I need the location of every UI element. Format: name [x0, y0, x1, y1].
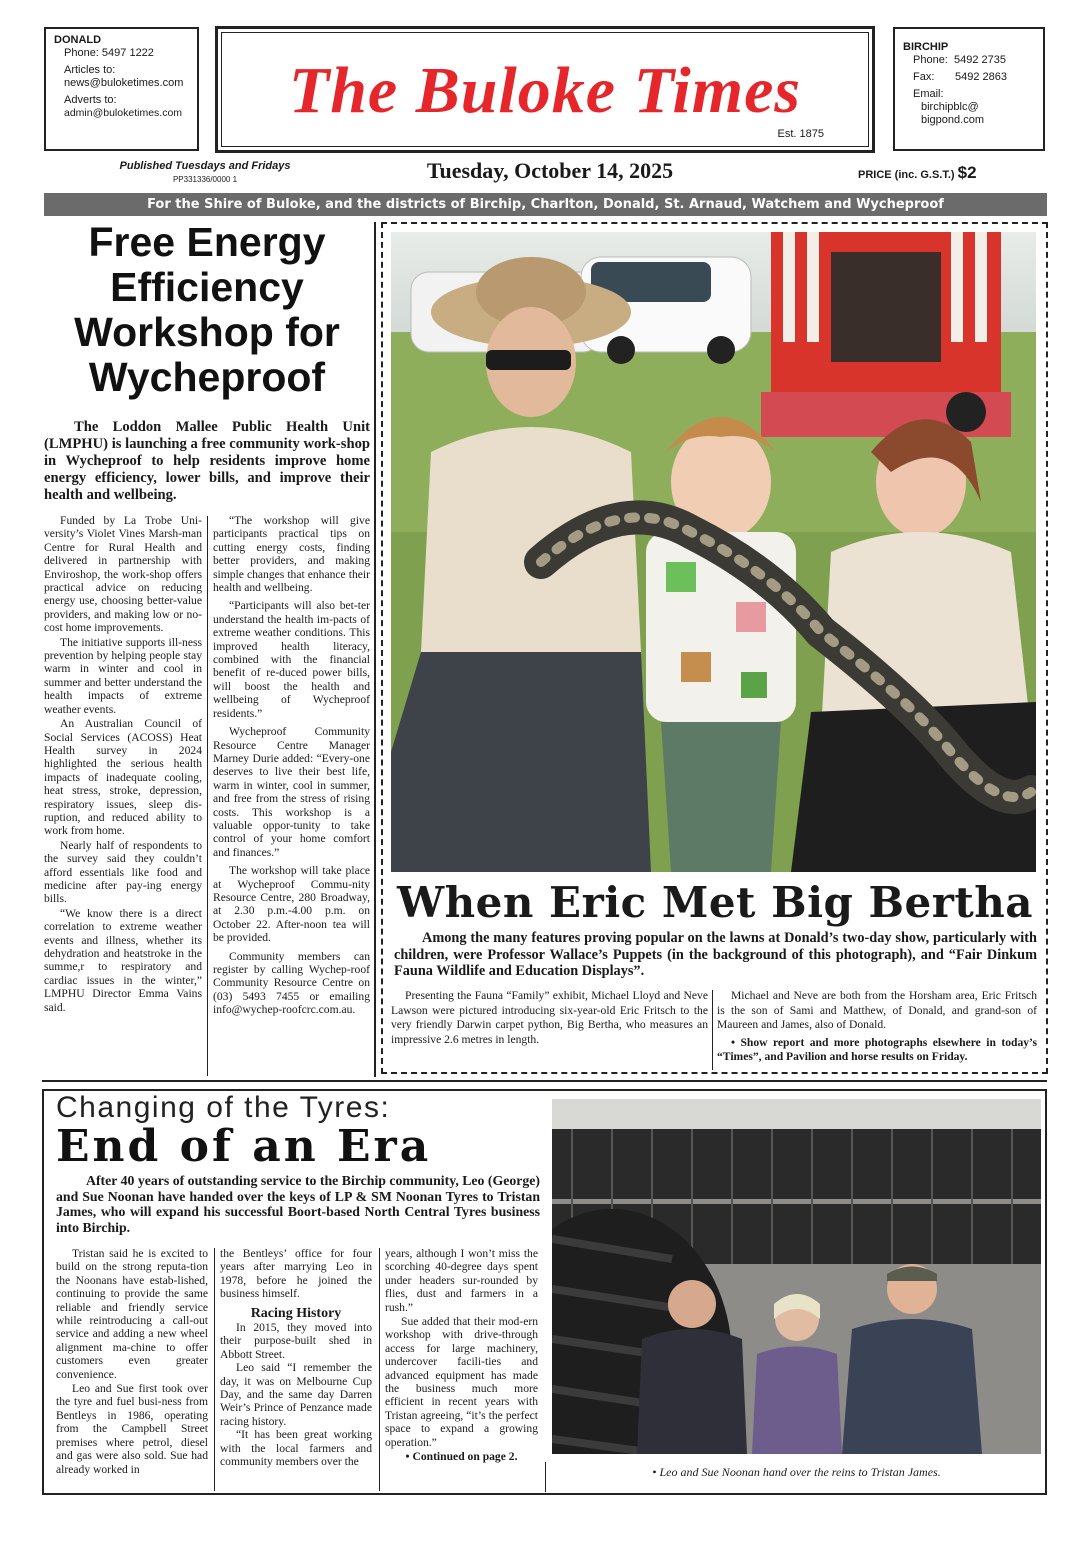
column-divider [214, 1248, 215, 1491]
photo-illustration [552, 1099, 1041, 1454]
donald-contact-box [44, 27, 199, 151]
masthead [215, 26, 875, 153]
feature-headline[interactable]: When Eric Met Big Bertha [396, 878, 1034, 927]
birchip-email-line2[interactable]: bigpond.com [921, 114, 984, 126]
paragraph: Tristan said he is excited to build on the strong reputa-tion the Noonans have estab-lished, continuing to provide the same reliable and friendly service while reintroducing a call-out service and adding a new wheel alignment ma-chine to offer customers even greater convenience. [56, 1247, 208, 1381]
section-divider [374, 222, 376, 1077]
birchip-email-label: Email: [913, 88, 944, 100]
continued-link[interactable]: • Continued on page 2. [405, 1450, 518, 1464]
issue-date: Tuesday, October 14, 2025 [426, 158, 674, 183]
story2-kicker: Changing of the Tyres: [56, 1091, 391, 1124]
feature-intro: Among the many features proving popular on the lawns at Donald’s two-day show, particularly with children, were Professor Wallace’s Puppets (in the background of this photograph), and “Fair Dinkum Fauna Wildlife and Education Displays”. [394, 930, 1037, 979]
column-divider [545, 1462, 546, 1492]
paragraph: the Bentleys’ office for four years after marrying Leo in 1978, before he joined the business himself. [220, 1247, 372, 1301]
story2-headline[interactable]: End of an Era [56, 1121, 432, 1172]
photo-illustration [391, 232, 1036, 872]
tyres-photo-caption: • Leo and Sue Noonan hand over the reins to Tristan James. [652, 1465, 941, 1479]
story2-subhead: Racing History [250, 1305, 342, 1321]
birchip-fax-number: 5492 2863 [955, 71, 1007, 83]
birchip-phone-number: 5492 2735 [954, 54, 1006, 66]
birchip-contact-box [893, 27, 1045, 151]
birchip-email-line1[interactable]: birchipblc@ [921, 101, 979, 113]
story1-column-2 [213, 514, 370, 1017]
donald-adverts-label: Adverts to: [64, 94, 117, 106]
donald-articles-label: Articles to: [64, 64, 116, 76]
paragraph: Community members can register by calling Wychep-roof Community Resource Centre on (03) 5493 7455 or emailing info@wychep-roofcrc.com.au. [213, 949, 370, 1017]
paragraph: years, although I won’t miss the scorching 40-degree days spent under headers sur-rounded by flies, dust and farmers in a rush.” [385, 1247, 538, 1314]
paragraph: “It has been great working with the local farmers and community members over the [220, 1428, 372, 1469]
paragraph: An Australian Council of Social Services (ACOSS) Heat Health survey in 2024 highlighted the serious health impacts of inadequate cooling, heat stress, stroke, depression, respiratory issues, sleep dis-ruption, and reduced ability to work from home. [44, 717, 202, 838]
paragraph: “Participants will also bet-ter understand the health im-pacts of extreme weather conditions. This improved health literacy, combined with the financial benefit of re-duced power bills, will boost the health and wellbeing of Wycheproof residents.” [213, 599, 370, 720]
paragraph: Funded by La Trobe Uni-versity’s Violet Vines Marsh-man Centre for Rural Health and delivered in partnership with Enviroshop, the work-shop offers practical advice on reducing energy use, choosing better-value providers, and making low or no-cost home improvements. [44, 514, 202, 635]
story2-intro: After 40 years of outstanding service to the Birchip community, Leo (George) and Sue Noonan have handed over the keys of LP & SM Noonan Tyres to Tristan James, who will expand his successful Boort-based North Central Tyres business into Birchip. [56, 1173, 540, 1235]
story1-headline[interactable]: Free Energy Efficiency Workshop for Wycheproof [74, 219, 340, 400]
price-amount: $2 [957, 163, 977, 182]
donald-adverts-email[interactable]: admin@buloketimes.com [64, 107, 183, 119]
column-divider [379, 1248, 380, 1491]
donald-articles-email[interactable]: news@buloketimes.com [64, 77, 184, 89]
birchip-phone-label: Phone: [913, 54, 948, 66]
paragraph: “The workshop will give participants practical tips on cutting energy costs, finding better providers, and making simple changes that enhance their health and wellbeing. [213, 514, 370, 595]
birchip-town-label: BIRCHIP [903, 41, 949, 53]
feature-column-2 [717, 989, 1037, 1065]
established-year: Est. 1875 [777, 128, 824, 140]
feature-column-1 [391, 989, 708, 1047]
paragraph: In 2015, they moved into their purpose-built shed in Abbott Street. [220, 1321, 372, 1361]
story2-column-2 [220, 1247, 372, 1469]
paragraph: Wycheproof Community Resource Centre Manager Marney Durie added: “Every-one deserves to live their best life, warm in winter, cool in summer, and free from the stress of rising costs. This workshop is a valuable oppor-tunity to take control of your home comfort and finances.” [213, 725, 370, 859]
masthead-logo: The Buloke Times [288, 54, 802, 127]
column-divider [712, 990, 713, 1070]
story1-column-1 [44, 514, 202, 1014]
paragraph: The initiative supports ill-ness prevention by helping people stay warm in winter and cool in summer and better understand the health impacts of extreme weather events. [44, 635, 202, 716]
pp-number: PP331336/0000 1 [172, 175, 238, 184]
paragraph: Sue added that their mod-ern workshop with drive-through access for large machinery, undercover facili-ties and advanced equipment has made the business much more efficient in recent years with Tristan agreeing, “it’s the perfect space to expand a growing operation.” [385, 1315, 538, 1449]
price [858, 163, 1043, 183]
paragraph: Michael and Neve are both from the Horsham area, Eric Fritsch is the son of Sami and Matthew, of Donald, and grand-son of Maureen and James, also of Donald. [717, 989, 1037, 1032]
birchip-phone [903, 54, 1035, 67]
birchip-fax-label: Fax: [913, 71, 935, 83]
paragraph: Nearly half of respondents to the survey said they couldn’t afford essentials like food and medicine after pay-ing energy bills. [44, 838, 202, 906]
paragraph: The workshop will take place at Wycheproof Commu-nity Resource Centre, 280 Broadway, at 2.30 p.m.-4.00 p.m. on October 22. After-noon tea will be provided. [213, 864, 370, 945]
paragraph: Presenting the Fauna “Family” exhibit, Michael Lloyd and Neve Lawson were pictured introducing six-year-old Eric Fritsch to the very friendly Darwin carpet python, Big Bertha, who measures an impressive 2.6 metres in length. [391, 989, 708, 1046]
birchip-fax [903, 71, 1035, 84]
tyres-photo-noonans-james[interactable] [552, 1099, 1041, 1454]
feature-note: • Show report and more photographs elsewhere in today’s “Times”, and Pavilion and horse results on Friday. [717, 1035, 1037, 1064]
horizontal-divider [42, 1080, 1047, 1082]
price-label: PRICE (inc. G.S.T.) [858, 169, 955, 181]
feature-photo-eric-python[interactable] [391, 232, 1036, 872]
paragraph: Leo and Sue first took over the tyre and fuel busi-ness from Bentleys in 1986, operating from the Campbell Street premises where petrol, diesel and gas were also sold. Sue had already worked in [56, 1382, 208, 1476]
story1-intro: The Loddon Mallee Public Health Unit (LMPHU) is launching a free community work-shop in Wycheproof to help residents improve home energy efficiency, lower bills, and improve their health and wellbeing. [44, 419, 370, 503]
paragraph: Leo said “I remember the day, it was on Melbourne Cup Day, and the same day Darren Weir’s Prince of Penzance made racing history. [220, 1361, 372, 1428]
publication-schedule: Published Tuesdays and Fridays [119, 160, 291, 172]
story2-column-1 [56, 1247, 208, 1476]
column-divider [207, 516, 208, 1076]
paragraph: “We know there is a direct correlation to extreme weather events and illness, whether its dehydration and heatstroke in the summe,r to respiratory and cardiac issues in the winter,” LMPHU Director Emma Vains said. [44, 906, 202, 1014]
donald-town-label: DONALD [54, 34, 102, 46]
donald-phone: Phone: 5497 1222 [64, 47, 154, 59]
tagline-bar: For the Shire of Buloke, and the districts of Birchip, Charlton, Donald, St. Arnaud, Watchem and Wycheproof [44, 193, 1047, 216]
story2-column-3 [385, 1247, 538, 1464]
